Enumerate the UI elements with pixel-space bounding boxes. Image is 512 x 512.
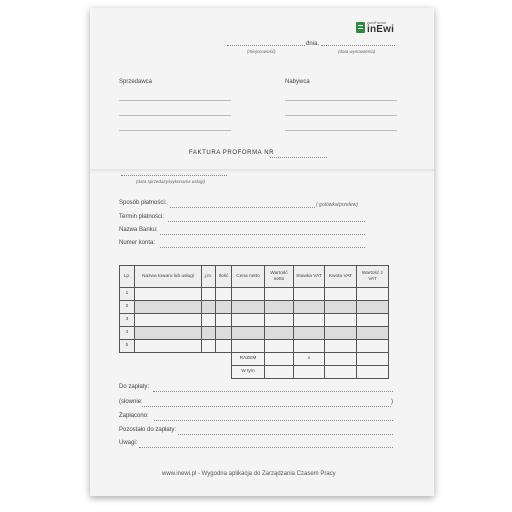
- cell-vat-amount[interactable]: [325, 314, 357, 327]
- cell-unit[interactable]: [202, 301, 216, 314]
- table-row: [120, 288, 389, 301]
- row-number: 2: [120, 301, 135, 314]
- header-net-value: Wartość netto: [265, 266, 294, 288]
- cell-name[interactable]: [135, 301, 202, 314]
- buyer-line-1: [285, 100, 397, 101]
- header-vat-amount: Kwota VAT: [325, 266, 357, 288]
- remaining-label: Pozostało do zapłaty:: [119, 427, 177, 433]
- row-number: 1: [120, 288, 135, 301]
- cell-vat-amount[interactable]: [325, 288, 357, 301]
- cell-net-price[interactable]: [232, 288, 265, 301]
- payment-term-line: [168, 221, 365, 222]
- wtym-vat-rate[interactable]: [294, 366, 325, 379]
- buyer-line-2: [285, 115, 397, 116]
- header-quantity: Ilość: [216, 266, 232, 288]
- cell-name[interactable]: [135, 340, 202, 353]
- footer-text: www.inewi.pl - Wygodna aplikacja do Zarządzania Czasem Pracy: [162, 471, 336, 477]
- header-net-price: Cena netto: [232, 266, 265, 288]
- cell-net-price[interactable]: [232, 340, 265, 353]
- in-words-label: (słownie:: [119, 399, 143, 405]
- cell-unit[interactable]: [202, 340, 216, 353]
- cell-quantity[interactable]: [216, 288, 232, 301]
- remaining-line: [178, 434, 393, 435]
- logo-small-text: zumFormo: [367, 20, 387, 25]
- payment-method-label: Sposób płatności:: [119, 200, 167, 206]
- wtym-gross-value[interactable]: [357, 366, 389, 379]
- table-row: [120, 340, 389, 353]
- cell-name[interactable]: [135, 314, 202, 327]
- dnia-label: dnia,: [306, 41, 320, 47]
- total-vat-amount[interactable]: [325, 353, 357, 366]
- buyer-label: Nabywca: [285, 79, 310, 85]
- logo-main-text: inEwi: [367, 24, 395, 35]
- buyer-line-3: [285, 130, 397, 131]
- header-gross-value: Wartość z VAT: [357, 266, 389, 288]
- cell-vat-rate[interactable]: [294, 327, 325, 340]
- paid-label: Zapłacono:: [119, 413, 149, 419]
- paper-fold: [90, 169, 434, 173]
- cell-gross-value[interactable]: [357, 288, 389, 301]
- seller-line-3: [119, 130, 231, 131]
- cell-unit[interactable]: [202, 288, 216, 301]
- cell-vat-amount[interactable]: [325, 340, 357, 353]
- cell-net-value[interactable]: [265, 301, 294, 314]
- cell-quantity[interactable]: [216, 301, 232, 314]
- cell-gross-value[interactable]: [357, 340, 389, 353]
- cell-gross-value[interactable]: [357, 314, 389, 327]
- cell-net-price[interactable]: [232, 301, 265, 314]
- date-line: [321, 45, 395, 46]
- seller-label: Sprzedawca: [119, 79, 153, 85]
- seller-line-2: [119, 115, 231, 116]
- sale-date-hint: (data sprzedaży/wykonania usługi): [136, 179, 206, 184]
- row-number: 5: [120, 340, 135, 353]
- cell-vat-rate[interactable]: [294, 314, 325, 327]
- table-row: [120, 301, 389, 314]
- table-row: [120, 314, 389, 327]
- place-hint: (miejscowość): [247, 49, 276, 54]
- sale-date-line: [121, 175, 227, 176]
- row-number: 4: [120, 327, 135, 340]
- date-hint: (data wystawienia): [338, 49, 376, 54]
- totals-row: [120, 353, 389, 366]
- header-name: Nazwa towaru lub usługi: [135, 266, 202, 288]
- cell-net-value[interactable]: [265, 288, 294, 301]
- total-gross-value[interactable]: [357, 353, 389, 366]
- invoice-sheet: [90, 8, 434, 496]
- table-header-row: [120, 266, 389, 288]
- cell-vat-amount[interactable]: [325, 327, 357, 340]
- wtym-row: [120, 366, 389, 379]
- cell-unit[interactable]: [202, 314, 216, 327]
- total-net-value[interactable]: [265, 353, 294, 366]
- bank-name-label: Nazwa Banku:: [119, 227, 158, 233]
- cell-name[interactable]: [135, 288, 202, 301]
- bank-name-line: [160, 234, 365, 235]
- row-number: 3: [120, 314, 135, 327]
- payment-method-line: [170, 207, 315, 208]
- header-lp: Lp.: [120, 266, 135, 288]
- cell-quantity[interactable]: [216, 314, 232, 327]
- wtym-net-value[interactable]: [265, 366, 294, 379]
- items-table: [119, 265, 389, 379]
- place-line: [227, 45, 305, 46]
- inewi-logo: [356, 19, 400, 39]
- invoice-number-line: [270, 157, 327, 158]
- account-number-label: Numer konta:: [119, 240, 156, 246]
- cell-net-value[interactable]: [265, 340, 294, 353]
- payment-method-hint: ( gotówka/przelew): [316, 202, 358, 208]
- cell-vat-rate[interactable]: [294, 340, 325, 353]
- cell-quantity[interactable]: [216, 327, 232, 340]
- table-row: [120, 327, 389, 340]
- wtym-vat-amount[interactable]: [325, 366, 357, 379]
- paid-line: [154, 420, 393, 421]
- total-vat-rate-x: x: [294, 353, 325, 366]
- razem-label: RAZEM: [232, 353, 265, 366]
- cell-vat-rate[interactable]: [294, 288, 325, 301]
- payment-term-label: Termin płatności:: [119, 214, 165, 220]
- to-pay-line: [153, 391, 393, 392]
- cell-net-value[interactable]: [265, 314, 294, 327]
- cell-net-price[interactable]: [232, 327, 265, 340]
- cell-quantity[interactable]: [216, 340, 232, 353]
- header-unit: j.m.: [202, 266, 216, 288]
- header-vat-rate: Stawka VAT: [294, 266, 325, 288]
- cell-gross-value[interactable]: [357, 327, 389, 340]
- account-number-line: [160, 247, 365, 248]
- in-words-line: [142, 406, 391, 407]
- cell-vat-amount[interactable]: [325, 301, 357, 314]
- cell-unit[interactable]: [202, 327, 216, 340]
- cell-net-price[interactable]: [232, 314, 265, 327]
- to-pay-label: Do zapłaty:: [119, 384, 150, 390]
- notes-label: Uwagi:: [119, 440, 138, 446]
- cell-name[interactable]: [135, 327, 202, 340]
- in-words-close: ): [391, 399, 393, 405]
- cell-vat-rate[interactable]: [294, 301, 325, 314]
- seller-line-1: [119, 100, 231, 101]
- cell-net-value[interactable]: [265, 327, 294, 340]
- inewi-logo-icon: [356, 22, 365, 33]
- wtym-label: W tym: [232, 366, 265, 379]
- cell-gross-value[interactable]: [357, 301, 389, 314]
- notes-line: [139, 447, 393, 448]
- invoice-title: FAKTURA PROFORMA NR: [189, 150, 275, 156]
